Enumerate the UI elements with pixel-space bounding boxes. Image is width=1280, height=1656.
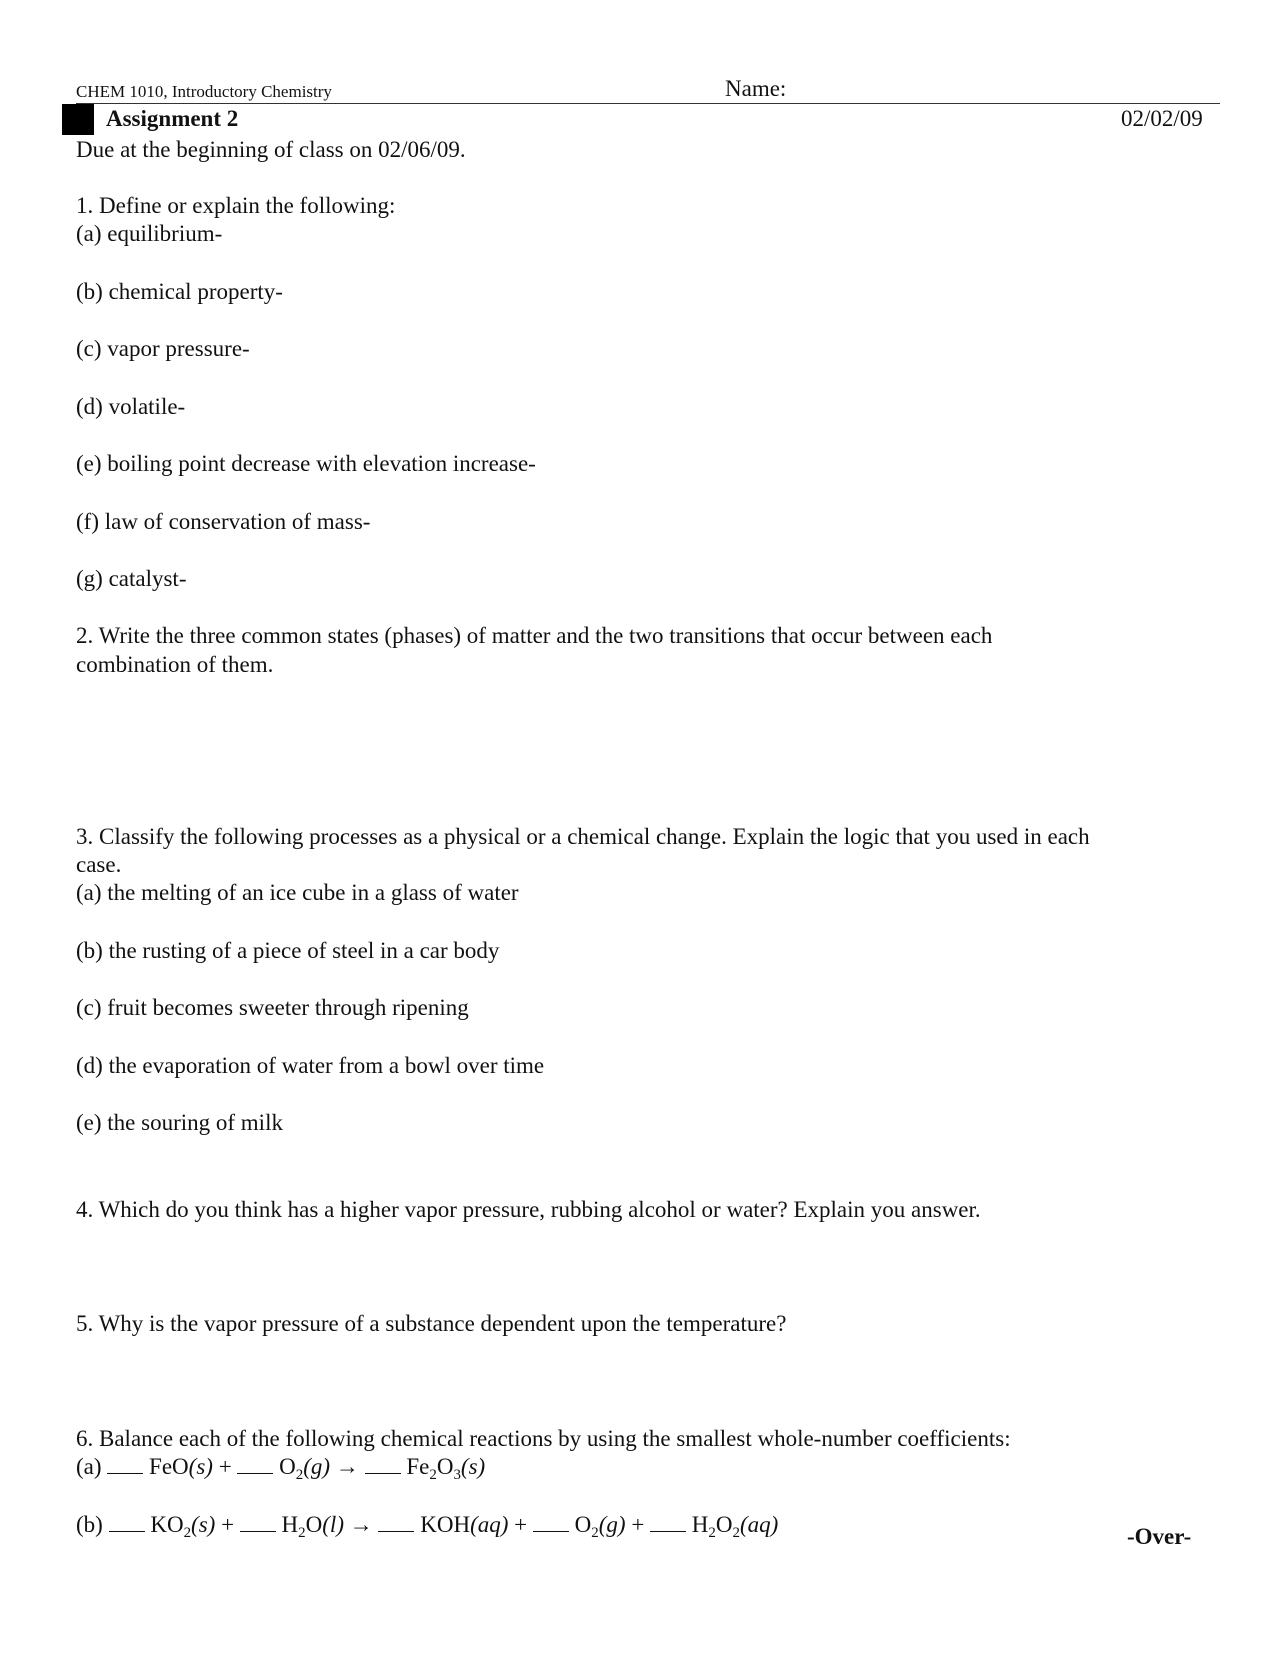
q1-item-e: (e) boiling point decrease with elevation increase- [76, 451, 536, 476]
q2-line2: combination of them. [76, 652, 274, 677]
q6b-plus-1: + [221, 1512, 235, 1537]
q6a-term-1: FeO(s) [149, 1454, 213, 1479]
header-rule [76, 103, 1220, 104]
q1-prompt: 1. Define or explain the following: [76, 193, 396, 218]
name-label: Name: [725, 76, 787, 101]
q6a-label: (a) [76, 1454, 102, 1479]
q6a-arrow: → [335, 1454, 359, 1479]
q1-item-c: (c) vapor pressure- [76, 336, 250, 361]
q6b-plus-3: + [631, 1512, 645, 1537]
q6b-term-2: $H_2O(l)$ [281, 1512, 344, 1542]
q6-equation-b [76, 1511, 779, 1542]
assignment-title: Assignment 2 [106, 106, 239, 131]
q6a-blank-3[interactable] [365, 1455, 401, 1474]
due-line: Due at the beginning of class on 02/06/09. [76, 137, 466, 162]
q1-item-f: (f) law of conservation of mass- [76, 509, 371, 534]
q2-line1: 2. Write the three common states (phases) of matter and the two transitions that occur between each [76, 623, 993, 648]
assignment-date: 02/02/09 [1121, 106, 1203, 131]
q3-item-c: (c) fruit becomes sweeter through ripening [76, 995, 469, 1020]
q6a-blank-1[interactable] [107, 1455, 143, 1474]
q6-equation-a [76, 1453, 486, 1484]
q1-item-a: (a) equilibrium- [76, 221, 223, 246]
q6a-term-3: $Fe_2O_3(s)$ [406, 1454, 486, 1484]
q5-text: 5. Why is the vapor pressure of a substance dependent upon the temperature? [76, 1311, 787, 1336]
q4-text: 4. Which do you think has a higher vapor pressure, rubbing alcohol or water? Explain you answer. [76, 1197, 981, 1222]
course-title: CHEM 1010, Introductory Chemistry [76, 82, 332, 101]
q6b-blank-2[interactable] [240, 1513, 276, 1532]
q1-item-g: (g) catalyst- [76, 566, 187, 591]
q3-line2: case. [76, 852, 122, 877]
q6b-term-1: $KO_2(s)$ [150, 1512, 216, 1542]
q3-item-b: (b) the rusting of a piece of steel in a car body [76, 938, 500, 963]
q3-item-d: (d) the evaporation of water from a bowl over time [76, 1053, 545, 1078]
q6b-blank-3[interactable] [378, 1513, 414, 1532]
over-label: -Over- [1127, 1524, 1192, 1549]
q3-item-e: (e) the souring of milk [76, 1110, 283, 1135]
q6b-blank-4[interactable] [533, 1513, 569, 1532]
q6b-plus-2: + [514, 1512, 528, 1537]
q6-prompt: 6. Balance each of the following chemical reactions by using the smallest whole-number coefficients: [76, 1426, 1011, 1451]
q6b-blank-5[interactable] [650, 1513, 686, 1532]
q1-item-b: (b) chemical property- [76, 279, 283, 304]
q6a-term-2: $O_2(g)$ [279, 1454, 331, 1484]
q6b-term-3: KOH(aq) [420, 1512, 509, 1537]
header-block [62, 104, 94, 135]
q6b-term-5: $H_2O_2(aq)$ [691, 1512, 779, 1542]
q6b-label: (b) [76, 1512, 103, 1537]
q3-item-a: (a) the melting of an ice cube in a glass of water [76, 880, 519, 905]
q6b-term-4: $O_2(g)$ [574, 1512, 626, 1542]
q6b-blank-1[interactable] [109, 1513, 145, 1532]
q6b-arrow: → [349, 1512, 373, 1537]
q1-item-d: (d) volatile- [76, 394, 186, 419]
q3-line1: 3. Classify the following processes as a physical or a chemical change. Explain the logic that you used in each [76, 824, 1090, 849]
q6a-plus: + [218, 1454, 232, 1479]
q6a-blank-2[interactable] [237, 1455, 273, 1474]
